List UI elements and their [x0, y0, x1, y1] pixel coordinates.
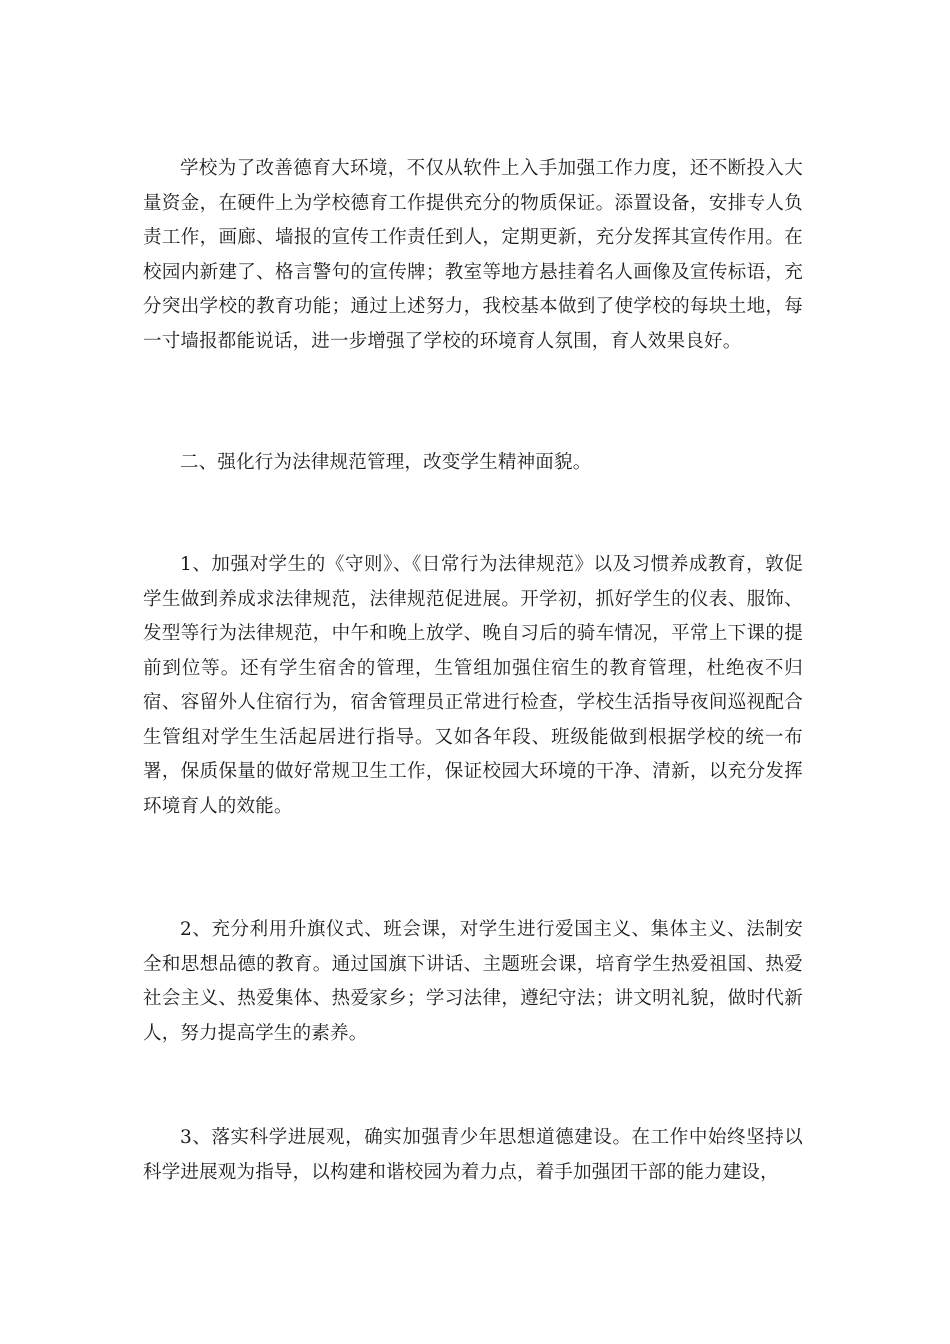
section-heading-behavior-management: 二、强化行为法律规范管理，改变学生精神面貌。 [180, 452, 592, 473]
paragraph-item-2: 2、充分利用升旗仪式、班会课，对学生进行爱国主义、集体主义、法制安全和思想品德的教育。通过国旗下讲话、主题班会课，培育学生热爱祖国、热爱社会主义、热爱集体、热爱家乡；学习法律，遵纪守法；讲文明礼貌，做时代新人，努力提高学生的素养。 [143, 919, 803, 1044]
paragraph-item-3: 3、落实科学进展观，确实加强青少年思想道德建设。在工作中始终坚持以科学进展观为指导，以构建和谐校园为着力点，着手加强团干部的能力建设， [143, 1127, 803, 1183]
paragraph-environment-improvement: 学校为了改善德育大环境，不仅从软件上入手加强工作力度，还不断投入大量资金，在硬件上为学校德育工作提供充分的物质保证。添置设备，安排专人负责工作，画廊、墙报的宣传工作责任到人，定期更新，充分发挥其宣传作用。在校园内新建了、格言警句的宣传牌；教室等地方悬挂着名人画像及宣传标语，充分突出学校的教育功能；通过上述努力，我校基本做到了使学校的每块土地，每一寸墙报都能说话，进一步增强了学校的环境育人氛围，育人效果良好。 [143, 158, 803, 352]
paragraph-item-1: 1、加强对学生的《守则》、《日常行为法律规范》以及习惯养成教育，敦促学生做到养成求法律规范，法律规范促进展。开学初，抓好学生的仪表、服饰、发型等行为法律规范，中午和晚上放学、晚自习后的骑车情况，平常上下课的提前到位等。还有学生宿舍的管理，生管组加强住宿生的教育管理，杜绝夜不归宿、容留外人住宿行为，宿舍管理员正常进行检查，学校生活指导夜间巡视配合生管组对学生生活起居进行指导。又如各年段、班级能做到根据学校的统一布署，保质保量的做好常规卫生工作，保证校园大环境的干净、清新，以充分发挥环境育人的效能。 [143, 554, 803, 817]
